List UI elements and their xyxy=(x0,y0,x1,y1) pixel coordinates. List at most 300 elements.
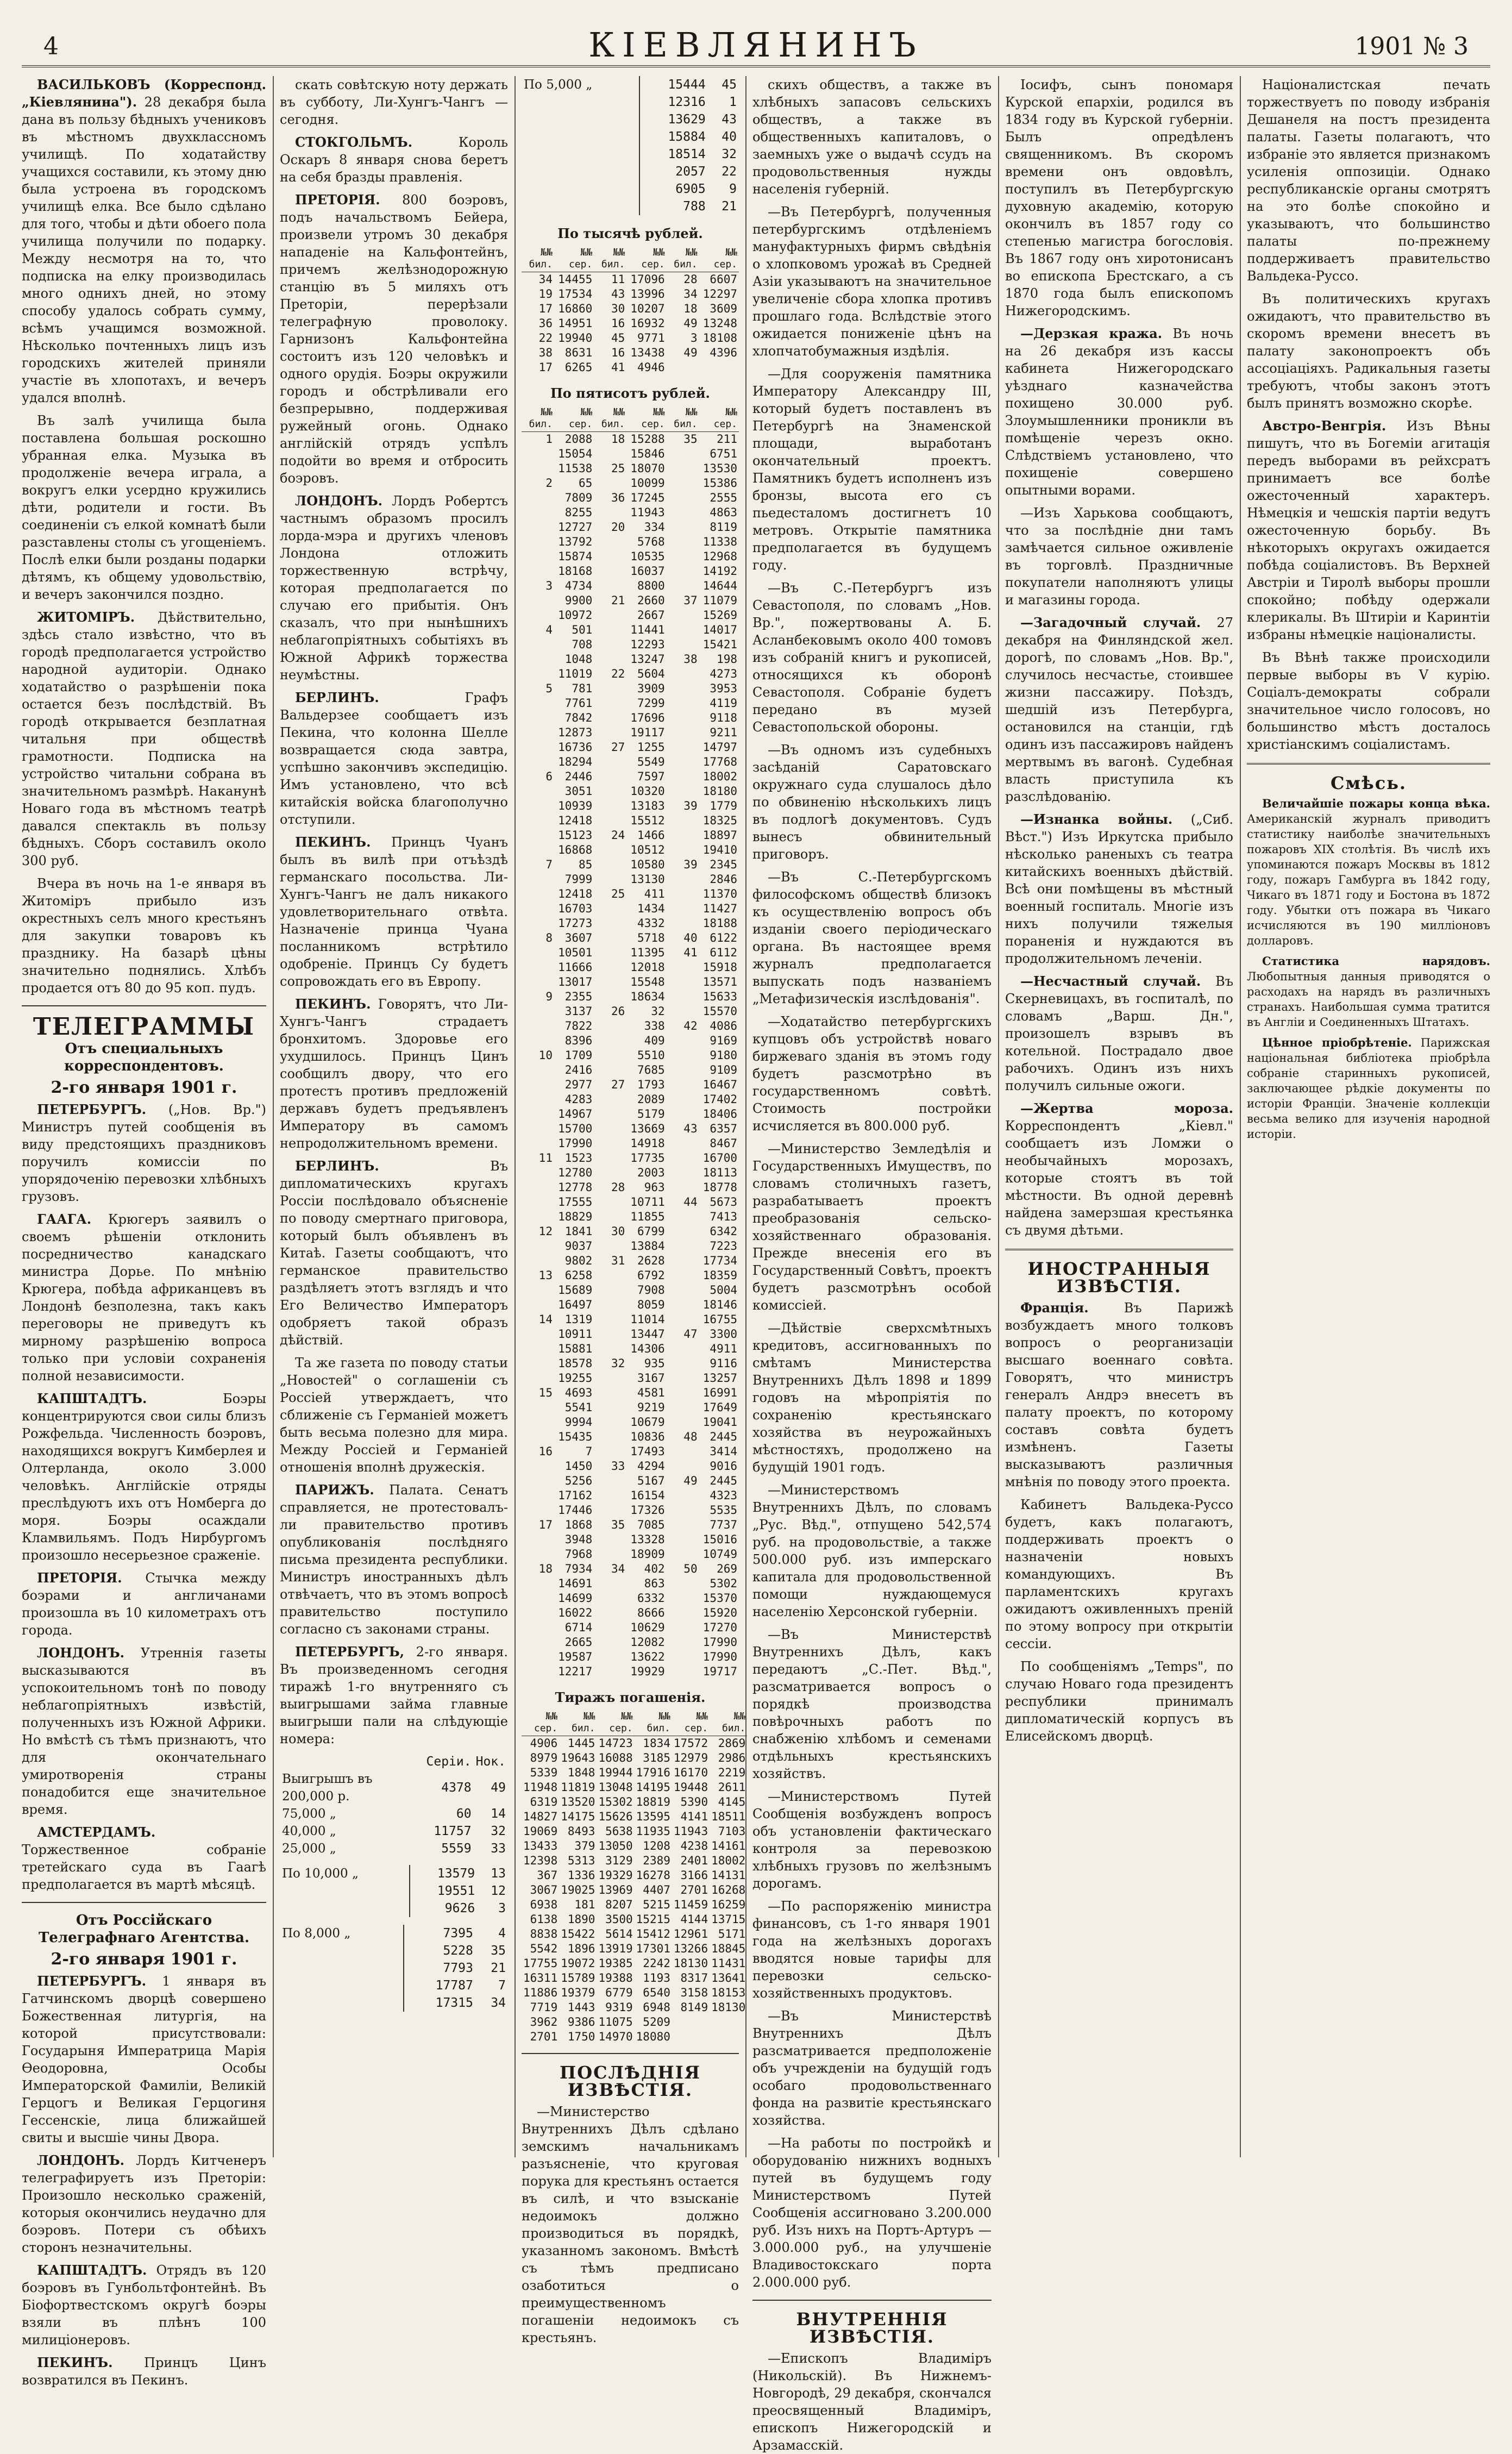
table-cell: 1443 xyxy=(567,2001,595,2014)
table-cell xyxy=(522,1488,554,1503)
table-cell: 16170 xyxy=(673,1766,708,1779)
table-cell xyxy=(594,1327,626,1342)
newspaper-title: КІЕВЛЯНИНЪ xyxy=(588,25,924,65)
table-cell xyxy=(522,1503,554,1518)
table-cell xyxy=(594,608,626,623)
table-cell: 16868 xyxy=(558,843,593,856)
article-paragraph: ВАСИЛЬКОВЪ (Корреспонд. „Кіевлянина"). 28 декабря была дана въ пользу бѣдныхъ учениковъ въ мѣстномъ двухклассномъ училищѣ. По ходатайству учащихся составили, къ этому дню была устроена въ городскомъ училищѣ елка. Все было сдѣлано для того, чтобы и дѣти обоего пола училища получили по подарку. Между несмотря на то, что подписка на елку производилась много однихъ дней, но этому способу удалось собрать сумму, всѣмъ учащимся возможной. Нѣсколько почтенныхъ лицъ изъ городскихъ жителей приняли участіе въ хлопотахъ, и вечеръ удался вполнѣ. xyxy=(22,77,266,405)
table-cell xyxy=(594,960,626,975)
table-cell xyxy=(522,1063,554,1078)
table-cell xyxy=(522,1195,554,1210)
prize-serie: 2057 xyxy=(639,163,708,180)
table-cell: 13622 xyxy=(630,1650,665,1663)
article-paragraph: Статистика нарядовъ. Любопытныя данныя приводятся о расходахъ на нарядъ въ различныхъ странахъ. Наибольшая сумма тратится въ Англіи и Соединенныхъ Штатахъ. xyxy=(1247,954,1490,1029)
table-cell xyxy=(594,1283,626,1298)
table-cell: 18108 xyxy=(702,331,737,345)
table-cell: 2345 xyxy=(710,858,737,871)
table-row xyxy=(522,272,739,287)
table-cell: 49 xyxy=(683,346,698,359)
table-cell xyxy=(594,1488,626,1503)
prize-label xyxy=(522,198,639,215)
prize-label xyxy=(522,111,639,128)
section-divider xyxy=(1247,763,1490,765)
table-cell: 12961 xyxy=(673,1927,708,1940)
table-cell xyxy=(594,505,626,520)
table-cell: 26 xyxy=(611,1005,625,1018)
table-cell xyxy=(594,1664,626,1679)
table-cell xyxy=(594,1547,626,1562)
prize-number: 34 xyxy=(491,1996,506,2010)
table-cell: 18634 xyxy=(630,990,665,1003)
table-cell xyxy=(522,1591,554,1606)
table-cell: 16022 xyxy=(558,1606,593,1619)
table-cell: 10939 xyxy=(558,799,593,812)
table-cell: 211 xyxy=(717,433,737,446)
prize-number: 21 xyxy=(722,199,737,214)
table-cell: 8631 xyxy=(564,346,593,359)
table-cell: 36 xyxy=(538,317,553,330)
table-cell: 5302 xyxy=(710,1577,737,1590)
table-cell: 16311 xyxy=(523,1971,558,1985)
table-cell: 9771 xyxy=(637,331,665,345)
table-cell: 14017 xyxy=(702,623,737,636)
table-row xyxy=(522,623,739,637)
table-cell: 17162 xyxy=(558,1489,593,1502)
prize-serie: 13629 xyxy=(639,111,708,128)
article-paragraph: —Въ С.-Петербургскомъ философскомъ обществѣ близокъ къ осуществленію вопросъ объ изданіи своего періодическаго органа. Въ настоящее время журналъ предполагается выпускать подъ названіемъ „Метафизическія изслѣдованія". xyxy=(752,869,992,1006)
table-cell xyxy=(522,1576,554,1591)
prize-label: 40,000 „ xyxy=(282,1824,336,1838)
telegram: ПЕТЕРБУРГЪ, 2-го января. Въ произведенномъ сегодня тиражѣ 1-го внутренняго съ выигрышами займа главные выигрыши пали на слѣдующіе номера: xyxy=(280,1644,508,1746)
table-cell: 1048 xyxy=(564,653,593,666)
column-rule xyxy=(998,76,999,2157)
table-cell: 17649 xyxy=(702,1401,737,1414)
article-paragraph: —Въ С.-Петербургъ изъ Севастополя, по словамъ „Нов. Вр.", пожертвованы А. Б. Асланбековымъ около 400 томовъ изъ собраній книгъ и рукописей, относящихся къ оборонѣ Севастополя. Собраніе будетъ передано въ музей Севастопольской обороны. xyxy=(752,580,992,735)
table-cell: 10512 xyxy=(630,843,665,856)
column-header: №№ сер. xyxy=(597,1710,634,1736)
table-cell: 41 xyxy=(683,946,698,959)
table-cell xyxy=(672,2030,710,2044)
table-cell: 15548 xyxy=(630,975,665,988)
table-cell: 11075 xyxy=(598,2015,633,2029)
table-cell: 15421 xyxy=(702,638,737,651)
table-cell: 18113 xyxy=(702,1166,737,1179)
prize-row xyxy=(280,1900,508,1917)
table-cell: 10 xyxy=(538,1049,553,1062)
table-cell: 4 xyxy=(545,623,553,636)
table-cell: 10535 xyxy=(630,550,665,563)
section-divider xyxy=(22,1902,266,1903)
table-row xyxy=(522,725,739,740)
prize-label: 75,000 „ xyxy=(282,1807,336,1821)
table-cell: 18146 xyxy=(702,1298,737,1311)
table-cell: 11427 xyxy=(702,902,737,915)
table-cell: 8255 xyxy=(564,506,593,519)
table-cell xyxy=(594,1650,626,1664)
table-cell: 2611 xyxy=(718,1781,746,1794)
table-cell xyxy=(522,1400,554,1415)
table-cell: 10911 xyxy=(558,1328,593,1341)
table-cell xyxy=(594,975,626,990)
table-row xyxy=(522,1342,739,1356)
lottery-table-1000 xyxy=(522,246,739,375)
table-cell: 65 xyxy=(579,477,593,490)
table-cell: 7223 xyxy=(710,1239,737,1253)
table-cell xyxy=(667,1620,699,1635)
column-2 xyxy=(280,76,508,2157)
table-cell: 14970 xyxy=(598,2030,633,2043)
table-row xyxy=(522,331,739,346)
table-cell: 1445 xyxy=(567,1737,595,1750)
table-cell xyxy=(522,755,554,769)
table-row xyxy=(522,1971,747,1986)
column-header: №№ бил. xyxy=(559,1710,597,1736)
table-cell xyxy=(672,2015,710,2030)
telegram: ПРЕТОРІЯ. Стычка между боэрами и англичанами произошла въ 10 километрахъ отъ города. xyxy=(22,1570,266,1638)
prize-row xyxy=(280,1805,508,1823)
table-cell: 17 xyxy=(538,361,553,374)
table-cell xyxy=(594,1606,626,1620)
table-cell: 39 xyxy=(683,858,698,871)
table-cell: 10836 xyxy=(630,1430,665,1443)
table-cell xyxy=(667,1004,699,1019)
table-row xyxy=(522,535,739,549)
prize-serie: 788 xyxy=(639,198,708,215)
table-cell: 7085 xyxy=(637,1518,665,1531)
column-header: №№ бил. xyxy=(522,246,554,272)
table-cell xyxy=(667,1371,699,1386)
table-cell: 19940 xyxy=(558,331,593,345)
table-row xyxy=(522,769,739,784)
table-cell: 36 xyxy=(611,491,625,504)
table-cell: 18180 xyxy=(702,785,737,798)
prize-label xyxy=(280,1977,404,1994)
table-cell: 5167 xyxy=(637,1474,665,1487)
table-cell xyxy=(594,872,626,887)
table-cell: 9118 xyxy=(710,711,737,724)
table-row xyxy=(522,1400,739,1415)
table-row xyxy=(522,1034,739,1048)
table-cell xyxy=(667,769,699,784)
table-cell xyxy=(667,696,699,711)
table-cell xyxy=(667,360,699,375)
table-cell: 2869 xyxy=(718,1737,746,1750)
table-cell: 17446 xyxy=(558,1504,593,1517)
table-row xyxy=(522,1898,747,1912)
table-cell: 17493 xyxy=(630,1445,665,1458)
telegram: КАПШТАДТЪ. Отрядъ въ 120 боэровъ въ Гунбольтфонтейнѣ. Въ Біофортвестскомъ округѣ боэры взяли въ плѣнъ 100 милиціонеровъ. xyxy=(22,2262,266,2347)
prize-row xyxy=(280,1942,508,1960)
table-cell: 7413 xyxy=(710,1210,737,1223)
table-row xyxy=(522,461,739,476)
prize-serie: 7395 xyxy=(404,1925,475,1942)
article-paragraph: Австро-Венгрія. Изъ Вѣны пишутъ, что въ Богеміи агитація передъ выборами въ рейхсратъ принимаетъ все болѣе ожесточенный характеръ. Нѣмецкія и чешскія партіи ведутъ ожесточенную борьбу. Въ нѣкоторыхъ округахъ ожидается побѣда соціалистовъ. Въ Верхней Австріи и Тиролѣ выборы прошли спокойно; побѣду одержали клерикалы. Въ Штиріи и Каринтіи избраны нѣмецкіе націоналисты. xyxy=(1247,418,1490,642)
table-cell xyxy=(667,1254,699,1268)
prize-serie: 15884 xyxy=(639,128,708,146)
table-cell: 8149 xyxy=(680,2001,708,2014)
table-cell: 18845 xyxy=(711,1942,746,1955)
table-cell: 16700 xyxy=(702,1151,737,1165)
table-cell: 16259 xyxy=(711,1898,746,1911)
table-row xyxy=(522,1883,747,1898)
article-paragraph: Въ политическихъ кругахъ ожидаютъ, что правительство въ скоромъ времени внесетъ въ палату законопроектъ объ ассоціаціяхъ. Радикальныя газеты требуютъ, чтобы законъ этотъ былъ принятъ возможно скорѣе. xyxy=(1247,291,1490,411)
table-cell: 30 xyxy=(611,302,625,315)
prize-row xyxy=(522,163,739,180)
table-cell: 16268 xyxy=(711,1883,746,1896)
table-cell: 2846 xyxy=(710,873,737,886)
section-divider xyxy=(1005,1249,1233,1250)
table-cell: 2355 xyxy=(564,990,593,1003)
table-cell: 2986 xyxy=(718,1751,746,1764)
article-paragraph: —Министерствомъ Путей Сообщенія возбужденъ вопросъ объ установленіи фактическаго контроля за перевозкою хлѣбныхъ грузовъ по желѣзнымъ дорогамъ. xyxy=(752,1789,992,1891)
table-cell xyxy=(522,1635,554,1650)
table-cell: 12418 xyxy=(558,887,593,900)
table-cell: 9386 xyxy=(567,2015,595,2029)
table-cell xyxy=(522,1327,554,1342)
table-cell xyxy=(667,1136,699,1151)
table-cell: 17 xyxy=(538,302,553,315)
table-cell xyxy=(594,1166,626,1180)
prize-row xyxy=(522,180,739,198)
telegram: ПЕКИНЪ. Принцъ Цинъ возвратился въ Пекинъ. xyxy=(22,2355,266,2388)
table-cell: 1450 xyxy=(564,1460,593,1473)
table-cell: 4119 xyxy=(710,697,737,710)
table-cell: 50 xyxy=(683,1562,698,1575)
table-cell: 17326 xyxy=(630,1504,665,1517)
table-row xyxy=(522,1635,739,1650)
table-cell xyxy=(522,1430,554,1444)
table-cell xyxy=(594,990,626,1004)
table-cell: 5604 xyxy=(637,667,665,680)
article-paragraph: —Ходатайство петербургскихъ купцовъ объ устройствѣ новаго биржеваго зданія въ этомъ году будетъ разсмотрѣно въ государственномъ совѣтѣ. Стоимость постройки исчисляется въ 800.000 руб. xyxy=(752,1014,992,1134)
table-row xyxy=(522,1136,739,1151)
table-row xyxy=(522,1606,739,1620)
table-cell xyxy=(522,652,554,667)
table-cell xyxy=(667,711,699,725)
table-cell: 31 xyxy=(611,1254,625,1267)
table-cell xyxy=(667,535,699,549)
table-cell xyxy=(522,1459,554,1474)
table-cell: 4734 xyxy=(564,579,593,592)
table-cell xyxy=(594,1474,626,1488)
table-cell: 4144 xyxy=(680,1913,708,1926)
table-row xyxy=(522,1151,739,1166)
table-row xyxy=(522,946,739,960)
table-cell xyxy=(594,813,626,828)
table-cell xyxy=(522,1298,554,1312)
table-cell: 8800 xyxy=(637,579,665,592)
table-cell: 4407 xyxy=(643,1883,670,1896)
prize-label: По 10,000 „ xyxy=(282,1867,359,1881)
prize-number: 13 xyxy=(491,1867,506,1881)
table-row xyxy=(522,1810,747,1824)
table-cell: 38 xyxy=(538,346,553,359)
table-cell: 17402 xyxy=(702,1093,737,1106)
table-cell xyxy=(594,1298,626,1312)
table-cell: 7719 xyxy=(530,2001,558,2014)
table-cell: 11459 xyxy=(673,1898,708,1911)
table-cell: 6112 xyxy=(710,946,737,959)
table-cell: 5510 xyxy=(637,1049,665,1062)
table-cell: 13 xyxy=(538,1269,553,1282)
table-cell: 402 xyxy=(644,1562,665,1575)
table-cell: 16154 xyxy=(630,1489,665,1502)
table-cell xyxy=(522,461,554,476)
table-cell: 1466 xyxy=(637,829,665,842)
table-cell xyxy=(594,1019,626,1034)
table-cell xyxy=(667,1532,699,1547)
table-cell xyxy=(667,667,699,681)
table-cell: 16467 xyxy=(702,1078,737,1091)
table-cell: 3909 xyxy=(637,682,665,695)
prize-label xyxy=(280,1882,410,1900)
table-cell: 2977 xyxy=(564,1078,593,1091)
table-row xyxy=(522,1283,739,1298)
article-paragraph: Кабинетъ Вальдека-Руссо будетъ, какъ полагаютъ, поддерживать проектъ о назначеніи новыхъ командующихъ. Въ парламентскихъ кругахъ ожидаютъ оживленныхъ преній по этому вопросу при открытіи сессіи. xyxy=(1005,1497,1233,1651)
table-cell: 9319 xyxy=(605,2001,633,2014)
section-divider xyxy=(522,2053,739,2054)
prize-number: 14 xyxy=(491,1807,506,1821)
telegram: ЛОНДОНЪ. Лордъ Робертсъ частнымъ образомъ просилъ лорда-мэра и другихъ членовъ Лондона отложить торжественную встрѣчу, которая предполагается по случаю его прибытія. Онъ сказалъ, что при нынѣшнихъ неблагопріятныхъ событіяхъ въ Южной Африкѣ торжества неумѣстны. xyxy=(280,493,508,683)
table-cell xyxy=(594,1576,626,1591)
table-cell xyxy=(667,1078,699,1092)
table-cell: 15422 xyxy=(561,1927,595,1940)
table-cell: 11370 xyxy=(702,887,737,900)
table-cell xyxy=(594,1136,626,1151)
table-cell: 4238 xyxy=(680,1839,708,1852)
article-paragraph: —Изъ Харькова сообщаютъ, что за послѣдніе дни тамъ замѣчается сильное оживленіе въ торговлѣ. Праздничные покупатели наполняютъ улицы и магазины города. xyxy=(1005,505,1233,608)
table-cell: 14195 xyxy=(636,1781,670,1794)
table-cell: 4906 xyxy=(530,1737,558,1750)
table-cell xyxy=(667,725,699,740)
table-cell: 18909 xyxy=(630,1548,665,1561)
table-cell: 15789 xyxy=(561,1971,595,1985)
table-cell xyxy=(594,637,626,652)
table-cell: 11441 xyxy=(630,623,665,636)
table-cell: 15700 xyxy=(558,1122,593,1135)
table-cell xyxy=(667,1547,699,1562)
table-row xyxy=(522,1591,739,1606)
table-cell xyxy=(522,1664,554,1679)
table-cell: 28 xyxy=(611,1181,625,1194)
table-cell xyxy=(667,1342,699,1356)
table-cell: 27 xyxy=(611,1078,625,1091)
table-cell: 4145 xyxy=(718,1795,746,1808)
table-row xyxy=(522,1459,739,1474)
table-cell: 367 xyxy=(537,1869,558,1882)
table-cell: 10749 xyxy=(702,1548,737,1561)
table-cell xyxy=(522,1078,554,1092)
table-cell: 9219 xyxy=(637,1401,665,1414)
table-cell: 7597 xyxy=(637,770,665,783)
article-paragraph: —Загадочный случай. 27 декабря на Финляндской жел. дорогѣ, по словамъ „Нов. Вр.", случилось несчастье, стоившее жизни пассажиру. Поѣздъ, шедшій изъ Петербурга, остановился на станціи, гдѣ одинъ изъ пассажировъ найденъ мертвымъ въ вагонѣ. Судебная власть приступила къ разслѣдованію. xyxy=(1005,615,1233,804)
table-cell: 14175 xyxy=(561,1810,595,1823)
table-row xyxy=(522,1532,739,1547)
table-row xyxy=(522,1312,739,1327)
redemption-table xyxy=(522,1710,747,2044)
table-cell xyxy=(522,975,554,990)
masthead xyxy=(22,11,1490,67)
prize-row xyxy=(280,1960,508,1977)
prize-serie: 12316 xyxy=(639,93,708,111)
prize-label xyxy=(280,1900,410,1917)
table-cell xyxy=(667,1650,699,1664)
table-cell: 5638 xyxy=(605,1825,633,1838)
table-cell xyxy=(667,1400,699,1415)
prize-row xyxy=(522,146,739,163)
table-cell: 18130 xyxy=(711,2001,746,2014)
table-cell: 17768 xyxy=(702,755,737,768)
telegram: ПЕТЕРБУРГЪ. 1 января въ Гатчинскомъ дворцѣ совершено Божественная литургія, на которой присутствовали: Государыня Императрица Марія Ѳеодоровна, Особы Императорской Фамиліи, Великій Герцогъ и Великая Герцогиня Гессенскіе, лица ближайшей свиты и высшіе чины Двора. xyxy=(22,1973,266,2145)
table-cell: 2445 xyxy=(710,1474,737,1487)
table-row xyxy=(522,740,739,755)
table-row xyxy=(522,652,739,667)
table-cell: 3166 xyxy=(680,1869,708,1882)
table-cell: 6779 xyxy=(605,1986,633,1999)
prize-label xyxy=(280,1960,404,1977)
article-paragraph: Націоналистская печать торжествуетъ по поводу избранія Дешанеля на постъ президента палаты. Газеты полагаютъ, что избраніе это является признакомъ усиленія оппозиціи. Однако республиканскіе органы смотрятъ на это болѣе спокойно и указываютъ, что большинство палаты по-прежнему поддерживаетъ правительство Вальдека-Руссо. xyxy=(1247,77,1490,284)
table-cell: 11 xyxy=(611,273,625,286)
table-cell: 2445 xyxy=(710,1430,737,1443)
table-cell: 18406 xyxy=(702,1107,737,1120)
issue-date: 1901 № 3 xyxy=(1354,33,1469,60)
table-row xyxy=(522,2015,747,2030)
table-cell: 2555 xyxy=(710,491,737,504)
table-cell: 24 xyxy=(611,829,625,842)
table-row xyxy=(522,1650,739,1664)
table-row xyxy=(522,1430,739,1444)
table-cell: 1868 xyxy=(564,1518,593,1531)
prize-number: 40 xyxy=(722,130,737,144)
table-cell: 15881 xyxy=(558,1342,593,1355)
telegram: ПРЕТОРІЯ. 800 боэровъ, подъ начальствомъ Бейера, произвели утромъ 30 декабря нападеніе на Кальфонтейнъ, причемъ желѣзнодорожную станцію въ 5 миляхъ отъ Преторіи, перерѣзали телеграфную проволоку. Гарнизонъ Кальфонтейна состоитъ изъ 120 человѣкъ и одного орудія. Боэры окружили городъ и обстрѣливали его безпрерывно, поддерживая ружейный огонь. Однако англійскій отрядъ успѣлъ подойти во время и отбросить боэровъ. xyxy=(280,192,508,486)
table-cell: 8396 xyxy=(564,1034,593,1047)
table-row xyxy=(522,1620,739,1635)
table-cell: 3137 xyxy=(564,1005,593,1018)
table-row xyxy=(522,579,739,593)
table-cell: 11538 xyxy=(558,462,593,475)
table-cell xyxy=(594,1444,626,1459)
table-cell: 6357 xyxy=(710,1122,737,1135)
table-cell: 781 xyxy=(572,682,593,695)
article-paragraph: Величайшіе пожары конца вѣка. Американскій журналъ приводитъ статистику наиболѣе значительныхъ пожаровъ XIX столѣтія. Въ числѣ ихъ упоминаются пожаръ Москвы въ 1812 году, пожаръ Гамбурга въ 1842 году, Чикаго въ 1871 году и Бостона въ 1872 году. Убытки отъ пожара въ Чикаго исчисляются въ 190 милліоновъ долларовъ. xyxy=(1247,797,1490,947)
table-cell xyxy=(522,1356,554,1371)
table-cell: 11014 xyxy=(630,1313,665,1326)
column-header: №№ сер. xyxy=(626,246,666,272)
table-cell: 18829 xyxy=(558,1210,593,1223)
table-cell: 5179 xyxy=(637,1107,665,1120)
table-cell xyxy=(667,990,699,1004)
table-row xyxy=(522,1868,747,1883)
table-cell: 15570 xyxy=(702,1005,737,1018)
dateline: 2-го января 1901 г. xyxy=(51,1950,237,1969)
table-row xyxy=(522,637,739,652)
table-row xyxy=(522,1766,747,1780)
table-cell: 14192 xyxy=(702,565,737,578)
table-cell: 37 xyxy=(683,594,698,607)
table-row xyxy=(522,1048,739,1063)
table-row xyxy=(522,1063,739,1078)
table-row xyxy=(522,1371,739,1386)
table-cell: 34 xyxy=(683,287,698,301)
table-cell xyxy=(522,1371,554,1386)
table-cell xyxy=(522,1136,554,1151)
table-cell: 15215 xyxy=(636,1913,670,1926)
table-cell: 12 xyxy=(538,1225,553,1238)
table-row xyxy=(522,1356,739,1371)
table-cell xyxy=(667,740,699,755)
table-cell xyxy=(594,535,626,549)
